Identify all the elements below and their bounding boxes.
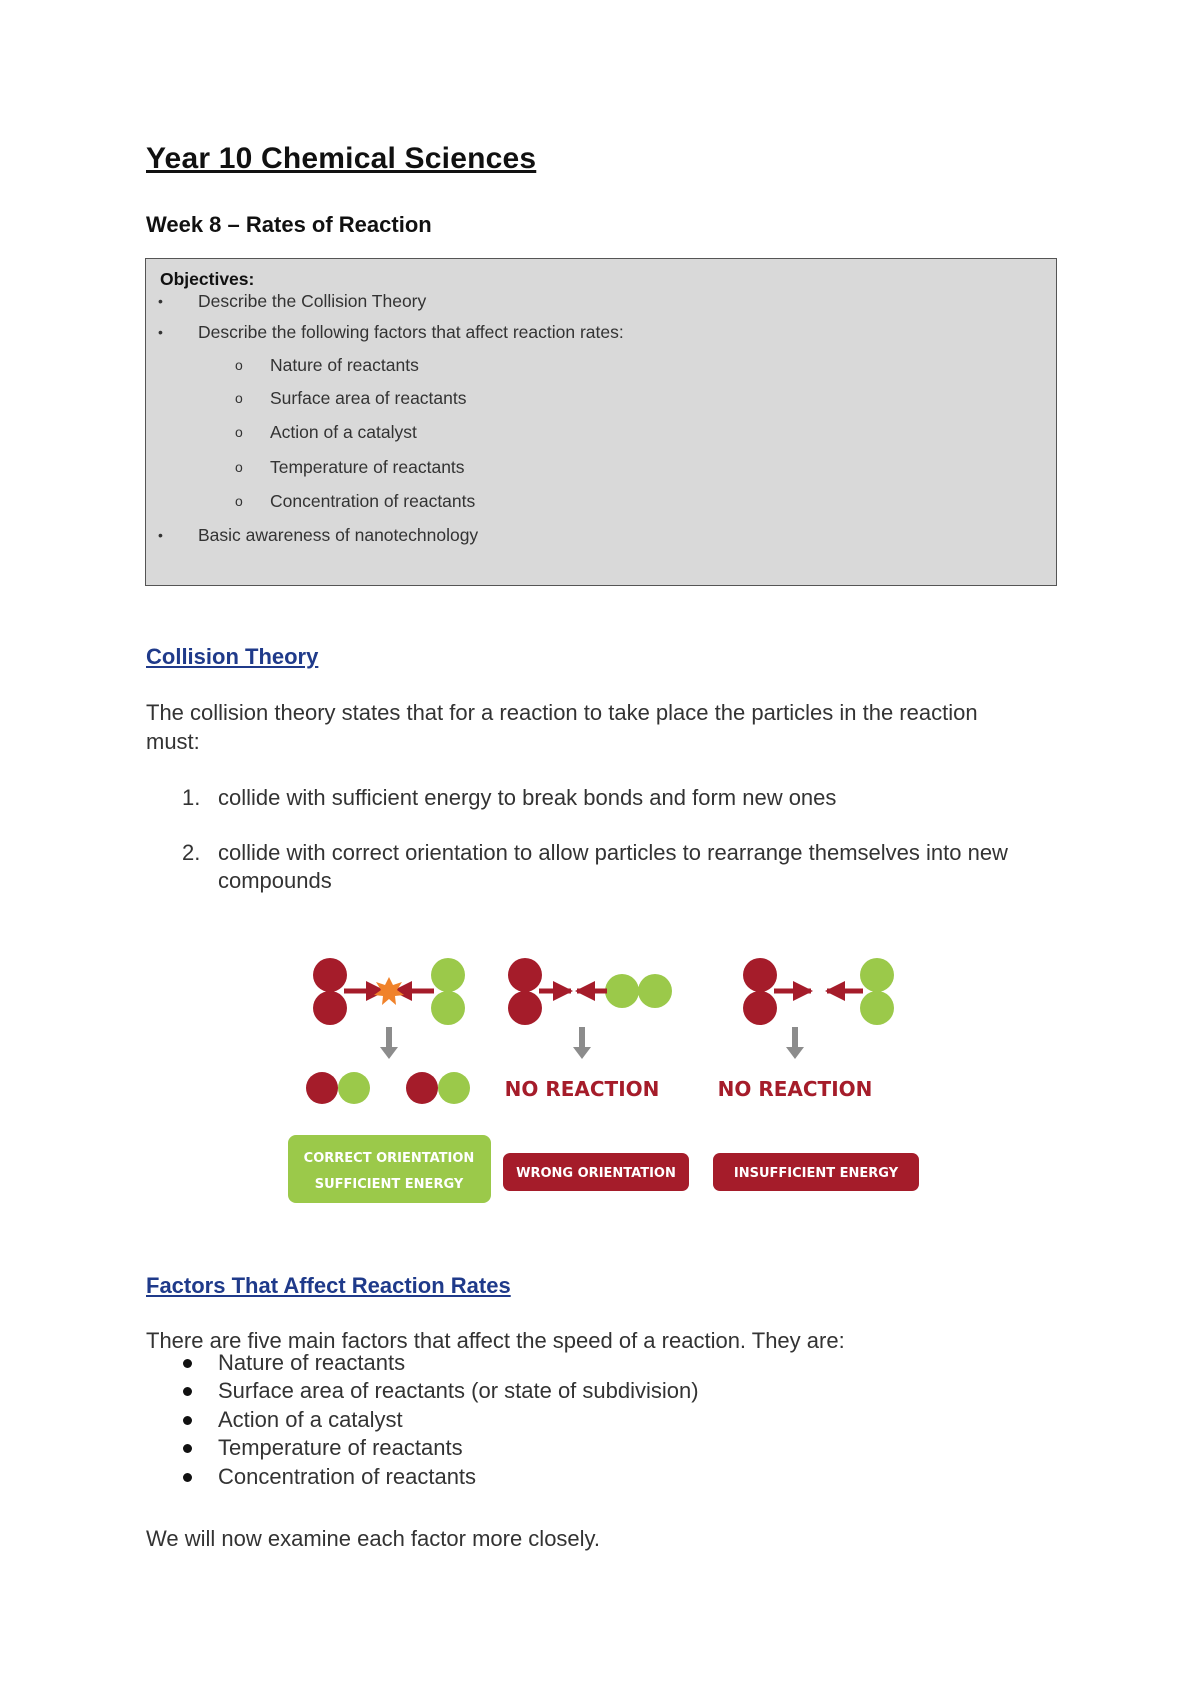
red-atom [743, 958, 777, 992]
bullet-dot [183, 1387, 192, 1396]
closing-paragraph: We will now examine each factor more closely. [146, 1526, 601, 1551]
objectives-heading: Objectives: [160, 269, 255, 289]
objective-text: Nature of reactants [270, 355, 419, 375]
bullet-dot [183, 1444, 192, 1453]
item-text: collide with sufficient energy to break bonds and form new ones [218, 785, 837, 810]
green-atom [431, 991, 465, 1025]
factor-text: Surface area of reactants (or state of subdivision) [218, 1378, 699, 1403]
wrong-orientation-label: WRONG ORIENTATION [516, 1166, 676, 1181]
insufficient-energy-label: INSUFFICIENT ENERGY [733, 1166, 899, 1181]
red-atom [508, 991, 542, 1025]
green-atom [438, 1072, 470, 1104]
green-atom [860, 958, 894, 992]
collision-intro: The collision theory states that for a reaction to take place the particles in the reaction must: [146, 700, 978, 754]
correct-orientation-badge [288, 1135, 491, 1203]
objective-text: Action of a catalyst [270, 422, 417, 442]
item-text: collide with correct orientation to allow particles to rearrange themselves into new compounds [218, 840, 1008, 893]
bullet-dot [183, 1473, 192, 1482]
no-reaction-label: NO REACTION [504, 1077, 660, 1101]
collision-diagram [280, 945, 930, 1210]
bullet-dot [183, 1359, 192, 1368]
sub-bullet-marker: o [235, 424, 243, 440]
sufficient-energy-label: SUFFICIENT ENERGY [314, 1177, 464, 1192]
green-atom [638, 974, 672, 1008]
sub-bullet-marker: o [235, 493, 243, 509]
factors-heading: Factors That Affect Reaction Rates [146, 1273, 511, 1298]
factors-intro: There are five main factors that affect the speed of a reaction. They are: [146, 1328, 845, 1353]
item-number: 2. [182, 840, 201, 865]
panel-successful-collision [288, 958, 491, 1203]
green-atom [605, 974, 639, 1008]
down-arrow-icon [380, 1027, 398, 1059]
green-atom [431, 958, 465, 992]
no-reaction-label: NO REACTION [717, 1077, 873, 1101]
down-arrow-icon [573, 1027, 591, 1059]
down-arrow-icon [786, 1027, 804, 1059]
bullet-marker: • [158, 324, 163, 340]
factor-text: Temperature of reactants [218, 1435, 463, 1460]
factor-text: Nature of reactants [218, 1350, 406, 1375]
bullet-marker: • [158, 293, 163, 309]
sub-bullet-marker: o [235, 390, 243, 406]
collision-theory-heading: Collision Theory [146, 644, 319, 669]
objective-text: Describe the following factors that affect reaction rates: [198, 322, 624, 342]
panel-insufficient-energy [713, 958, 919, 1191]
objectives-box [145, 258, 1057, 586]
item-number: 1. [182, 785, 201, 810]
factor-text: Concentration of reactants [218, 1464, 477, 1489]
bullet-marker: • [158, 527, 163, 543]
week-subtitle: Week 8 – Rates of Reaction [146, 212, 432, 237]
red-atom [313, 958, 347, 992]
objective-text: Temperature of reactants [270, 457, 465, 477]
bullet-dot [183, 1416, 192, 1425]
factor-text: Action of a catalyst [218, 1407, 403, 1432]
correct-orientation-label: CORRECT ORIENTATION [303, 1151, 475, 1166]
green-atom [338, 1072, 370, 1104]
red-atom [306, 1072, 338, 1104]
page-title: Year 10 Chemical Sciences [146, 142, 537, 175]
red-atom [406, 1072, 438, 1104]
red-atom [743, 991, 777, 1025]
objective-text: Surface area of reactants [270, 388, 467, 408]
red-atom [313, 991, 347, 1025]
objective-text: Basic awareness of nanotechnology [198, 525, 479, 545]
red-atom [508, 958, 542, 992]
sub-bullet-marker: o [235, 357, 243, 373]
green-atom [860, 991, 894, 1025]
objective-text: Describe the Collision Theory [198, 291, 427, 311]
sub-bullet-marker: o [235, 459, 243, 475]
panel-wrong-orientation [503, 958, 689, 1191]
objective-text: Concentration of reactants [270, 491, 476, 511]
